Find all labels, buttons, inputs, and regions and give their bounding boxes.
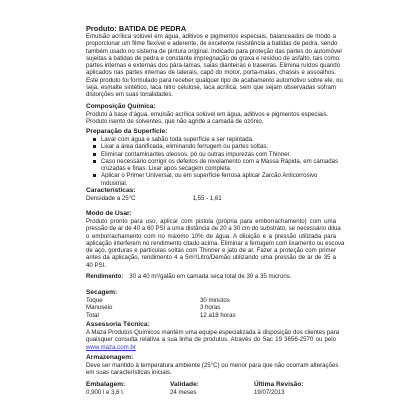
usage-line: antes da aplicação, rendimento 4 a 5m²/Litro/Demão utilizando uma pressão de ar de 35 a [86, 254, 336, 262]
preparation-item: Aplicar o Primer Universal, ou em superfície ferrosa aplicar Zarcão Anticorrosivo Industrial. [86, 172, 336, 187]
footer-row [86, 381, 336, 396]
revision-cell [254, 381, 303, 396]
product-title [86, 24, 336, 33]
intro-line: sujeitas a batidas de pedra e constante impregnação de graxa e resíduo de asfalto, tais como: [86, 54, 341, 62]
storage-heading: Armazenagem: [86, 354, 134, 361]
intro-line: seja, esmalte sintético, laca nitro celulose, laca acrílica, sem que sejam observadas sofram [86, 83, 336, 91]
usage-line: aplicação interferem no rendimento citado acima. Eliminar a ferrugem com lixamento ou escova [86, 239, 345, 247]
revision-label: Última Revisão: [254, 381, 304, 388]
intro-line: aplicados nas partes internas de laterais, capô do motor, porta-malas, chassis e assoalhos. [86, 69, 336, 77]
yield-label: Rendimento: [86, 273, 124, 280]
drying-row: Total 12 a18 horas [86, 311, 236, 319]
assistance-section [86, 321, 340, 351]
preparation-item: Lavar com água e sabão toda superfície a ser repintada. [86, 136, 336, 143]
preparation-item: Lixar a área danificada, eliminando ferrugem ou partes soltas. [86, 143, 336, 150]
packaging-value: 0,900 l e 3,6 l. [86, 389, 125, 396]
intro-line: proporcionar um filme flexível e aderente, de excelente resistência a batidas de pedra, sendo [86, 40, 338, 48]
density-value: 1,55 - 1,61 [192, 195, 222, 202]
packaging-label: Embalagem: [86, 381, 126, 388]
usage-line: de aço, gorduras e partículas soltas com Thinner e jato de ar. Fazer a proteção com primer [86, 247, 336, 254]
storage-line: Deve ser mantido à temperatura ambiente (25°C) ou menor para que não ocorram alterações [86, 362, 339, 369]
composition-heading: Composição Química: [86, 103, 156, 110]
density-row [86, 195, 336, 202]
storage-section [86, 354, 339, 377]
characteristics-heading: Características: [86, 187, 136, 194]
usage-line: o emborrachamento com no máximo 10% de água. A diluição e a pressão utilizada para [86, 232, 336, 240]
composition-line: Produto à base d'água, emulsão acrílica solúvel em água, aditivos e pigmentos especiais. [86, 111, 329, 118]
validity-label: Validade: [170, 381, 199, 388]
composition-section [86, 103, 336, 126]
composition-line: Produto isento de solventes, que não agride a camada de ozônio. [86, 118, 264, 126]
validity-value: 24 meses [170, 389, 197, 396]
drying-heading: Secagem: [86, 289, 118, 296]
usage-heading: Modo de Usar: [86, 210, 132, 217]
assistance-line: quaisquer consulta relativa a sua linha de produtos. Através do Sac 19 3656-2570 ou pelo [86, 336, 336, 344]
intro-line: partes internas e externas dos pára-lamas, saias dianteiras e traseiras. Elimina ruídos quando [86, 62, 341, 69]
product-label: Produto: [86, 24, 117, 33]
drying-section [86, 289, 336, 319]
usage-section [86, 210, 345, 269]
storage-line: em suas características iniciais. [86, 369, 172, 377]
intro-line: Emulsão acrílica solúvel em água, aditivos e pigmentos especiais, balanceados de modo a [86, 33, 336, 40]
assistance-heading: Assessoria Técnica: [86, 321, 150, 328]
preparation-item: Eliminar contaminantes oleosos, pó ou outras impurezas com Thinner. [86, 151, 336, 158]
density-label: Densidade a 25°C [86, 195, 136, 202]
preparation-list [86, 136, 339, 187]
preparation-section [86, 128, 339, 187]
product-name: BATIDA DE PEDRA [118, 24, 187, 33]
usage-line: 40 PSI. [86, 261, 106, 269]
intro-paragraph [86, 33, 343, 98]
drying-row: Toque 30 minutos [86, 297, 230, 304]
intro-line: Este produto foi formulado para receber qualquer tipo de acabamento automotivo sobre ele, ou [86, 76, 343, 84]
yield-text: 30 a 40 m²/galão em camada seca total de 30 a 35 microns. [129, 273, 292, 280]
validity-cell [170, 381, 254, 396]
intro-line: também usado no sistema de pintura original. Indicado para proteção das partes do automóvel [86, 47, 342, 55]
packaging-cell [86, 381, 170, 396]
preparation-heading: Preparação da Superfície: [86, 128, 168, 135]
characteristics-section [86, 187, 336, 202]
preparation-item: Caso necessário corrigir os defeitos de nivelamento com a Massa Rápida, em camadas cruzadas e finas. Lixar após secagem completa. [86, 158, 336, 173]
revision-value: 19/07/2013 [254, 389, 285, 396]
usage-line: pressão de ar de 40 a 60 PSI a uma distância de 20 a 30 cm do substrato, se necessário dilua [86, 225, 341, 233]
website-link[interactable]: www.maza.com.br [86, 343, 136, 351]
drying-row: Manuseio 3 horas [86, 304, 221, 312]
usage-line: Produto pronto para uso, aplicar com pistola (própria para emborrachamento) com uma [86, 218, 336, 225]
intro-line: distorções em suas tonalidades. [86, 91, 174, 98]
assistance-line: A Maza Produtos Químicos mantém uma equipe especializada à disposição dos clientes para [86, 329, 340, 336]
yield-row [86, 273, 336, 280]
